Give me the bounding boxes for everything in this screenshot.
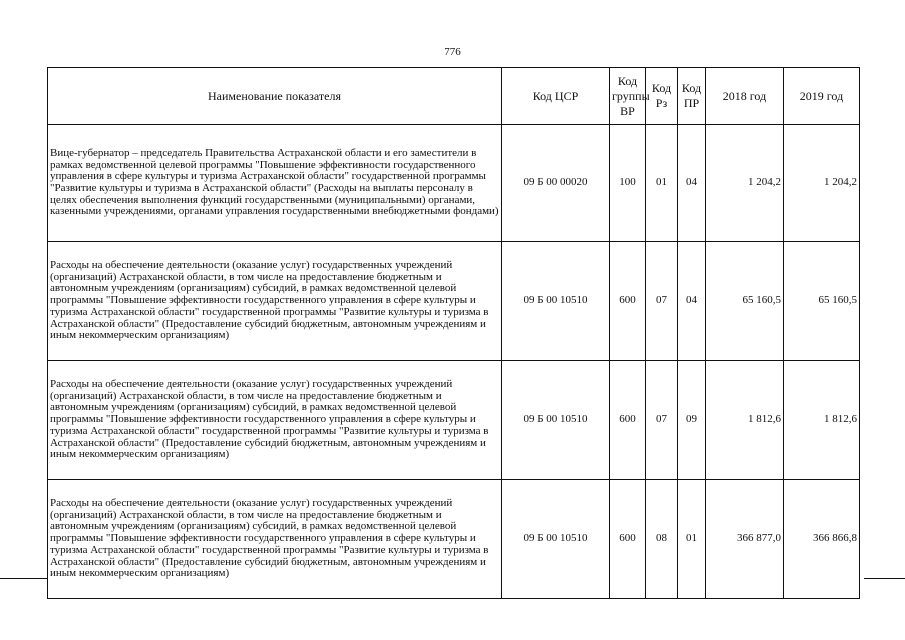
cell-vr: 600 <box>610 361 646 480</box>
cell-csr: 09 Б 00 10510 <box>502 361 610 480</box>
cell-vr: 100 <box>610 125 646 242</box>
header-vr: Код группы ВР <box>610 68 646 125</box>
header-2018: 2018 год <box>706 68 784 125</box>
cell-rz: 08 <box>646 480 678 599</box>
header-rz: Код Рз <box>646 68 678 125</box>
cell-vr: 600 <box>610 242 646 361</box>
cell-2018: 1 812,6 <box>706 361 784 480</box>
header-csr: Код ЦСР <box>502 68 610 125</box>
header-name: Наименование показателя <box>48 68 502 125</box>
page-number: 776 <box>444 46 461 58</box>
cell-rz: 07 <box>646 242 678 361</box>
cell-2018: 65 160,5 <box>706 242 784 361</box>
cell-vr: 600 <box>610 480 646 599</box>
cell-csr: 09 Б 00 10510 <box>502 242 610 361</box>
cell-rz: 07 <box>646 361 678 480</box>
cell-csr: 09 Б 00 10510 <box>502 480 610 599</box>
table-row <box>48 125 860 242</box>
cell-name: Расходы на обеспечение деятельности (оказание услуг) государственных учреждений (организаций) Астраханской области, в том числе на предоставление бюджетным и автономным учреждениям (организациям) субсидий, в рамках ведомственной целевой программы "Повышение эффективности государственного управления в сфере культуры и туризма Астраханской области" государственной программы "Развитие культуры и туризма в Астраханской области" (Предоставление субсидий бюджетным, автономным учреждениям и иным некоммерческим организациям) <box>48 361 502 480</box>
cell-2019: 65 160,5 <box>784 242 860 361</box>
cell-pr: 01 <box>678 480 706 599</box>
cell-2019: 1 204,2 <box>784 125 860 242</box>
cell-2019: 366 866,8 <box>784 480 860 599</box>
cell-rz: 01 <box>646 125 678 242</box>
cell-name: Расходы на обеспечение деятельности (оказание услуг) государственных учреждений (организаций) Астраханской области, в том числе на предоставление бюджетным и автономным учреждениям (организациям) субсидий, в рамках ведомственной целевой программы "Повышение эффективности государственного управления в сфере культуры и туризма Астраханской области" государственной программы "Развитие культуры и туризма в Астраханской области" (Предоставление субсидий бюджетным, автономным учреждениям и иным некоммерческим организациям) <box>48 480 502 599</box>
header-pr: Код ПР <box>678 68 706 125</box>
cell-pr: 04 <box>678 242 706 361</box>
cut-line-right <box>864 578 905 579</box>
table-header-row <box>48 68 860 125</box>
table-row <box>48 361 860 480</box>
cell-pr: 09 <box>678 361 706 480</box>
cut-line-left <box>0 578 48 579</box>
cell-pr: 04 <box>678 125 706 242</box>
table-row <box>48 242 860 361</box>
header-2019: 2019 год <box>784 68 860 125</box>
table-row <box>48 480 860 599</box>
cell-name: Расходы на обеспечение деятельности (оказание услуг) государственных учреждений (организаций) Астраханской области, в том числе на предоставление бюджетным и автономным учреждениям (организациям) субсидий, в рамках ведомственной целевой программы "Повышение эффективности государственного управления в сфере культуры и туризма Астраханской области" государственной программы "Развитие культуры и туризма в Астраханской области" (Предоставление субсидий бюджетным, автономным учреждениям и иным некоммерческим организациям) <box>48 242 502 361</box>
cell-2018: 1 204,2 <box>706 125 784 242</box>
budget-table <box>47 67 860 599</box>
cell-name: Вице-губернатор – председатель Правительства Астраханской области и его заместители в рамках ведомственной целевой программы "Повышение эффективности государственного управления в сфере культуры и туризма Астраханской области" государственной программы "Развитие культуры и туризма в Астраханской области" (Расходы на выплаты персоналу в целях обеспечения выполнения функций государственными (муниципальными) органами, казенными учреждениями, органами управления государственными внебюджетными фондами) <box>48 125 502 242</box>
cell-2019: 1 812,6 <box>784 361 860 480</box>
cell-csr: 09 Б 00 00020 <box>502 125 610 242</box>
cell-2018: 366 877,0 <box>706 480 784 599</box>
